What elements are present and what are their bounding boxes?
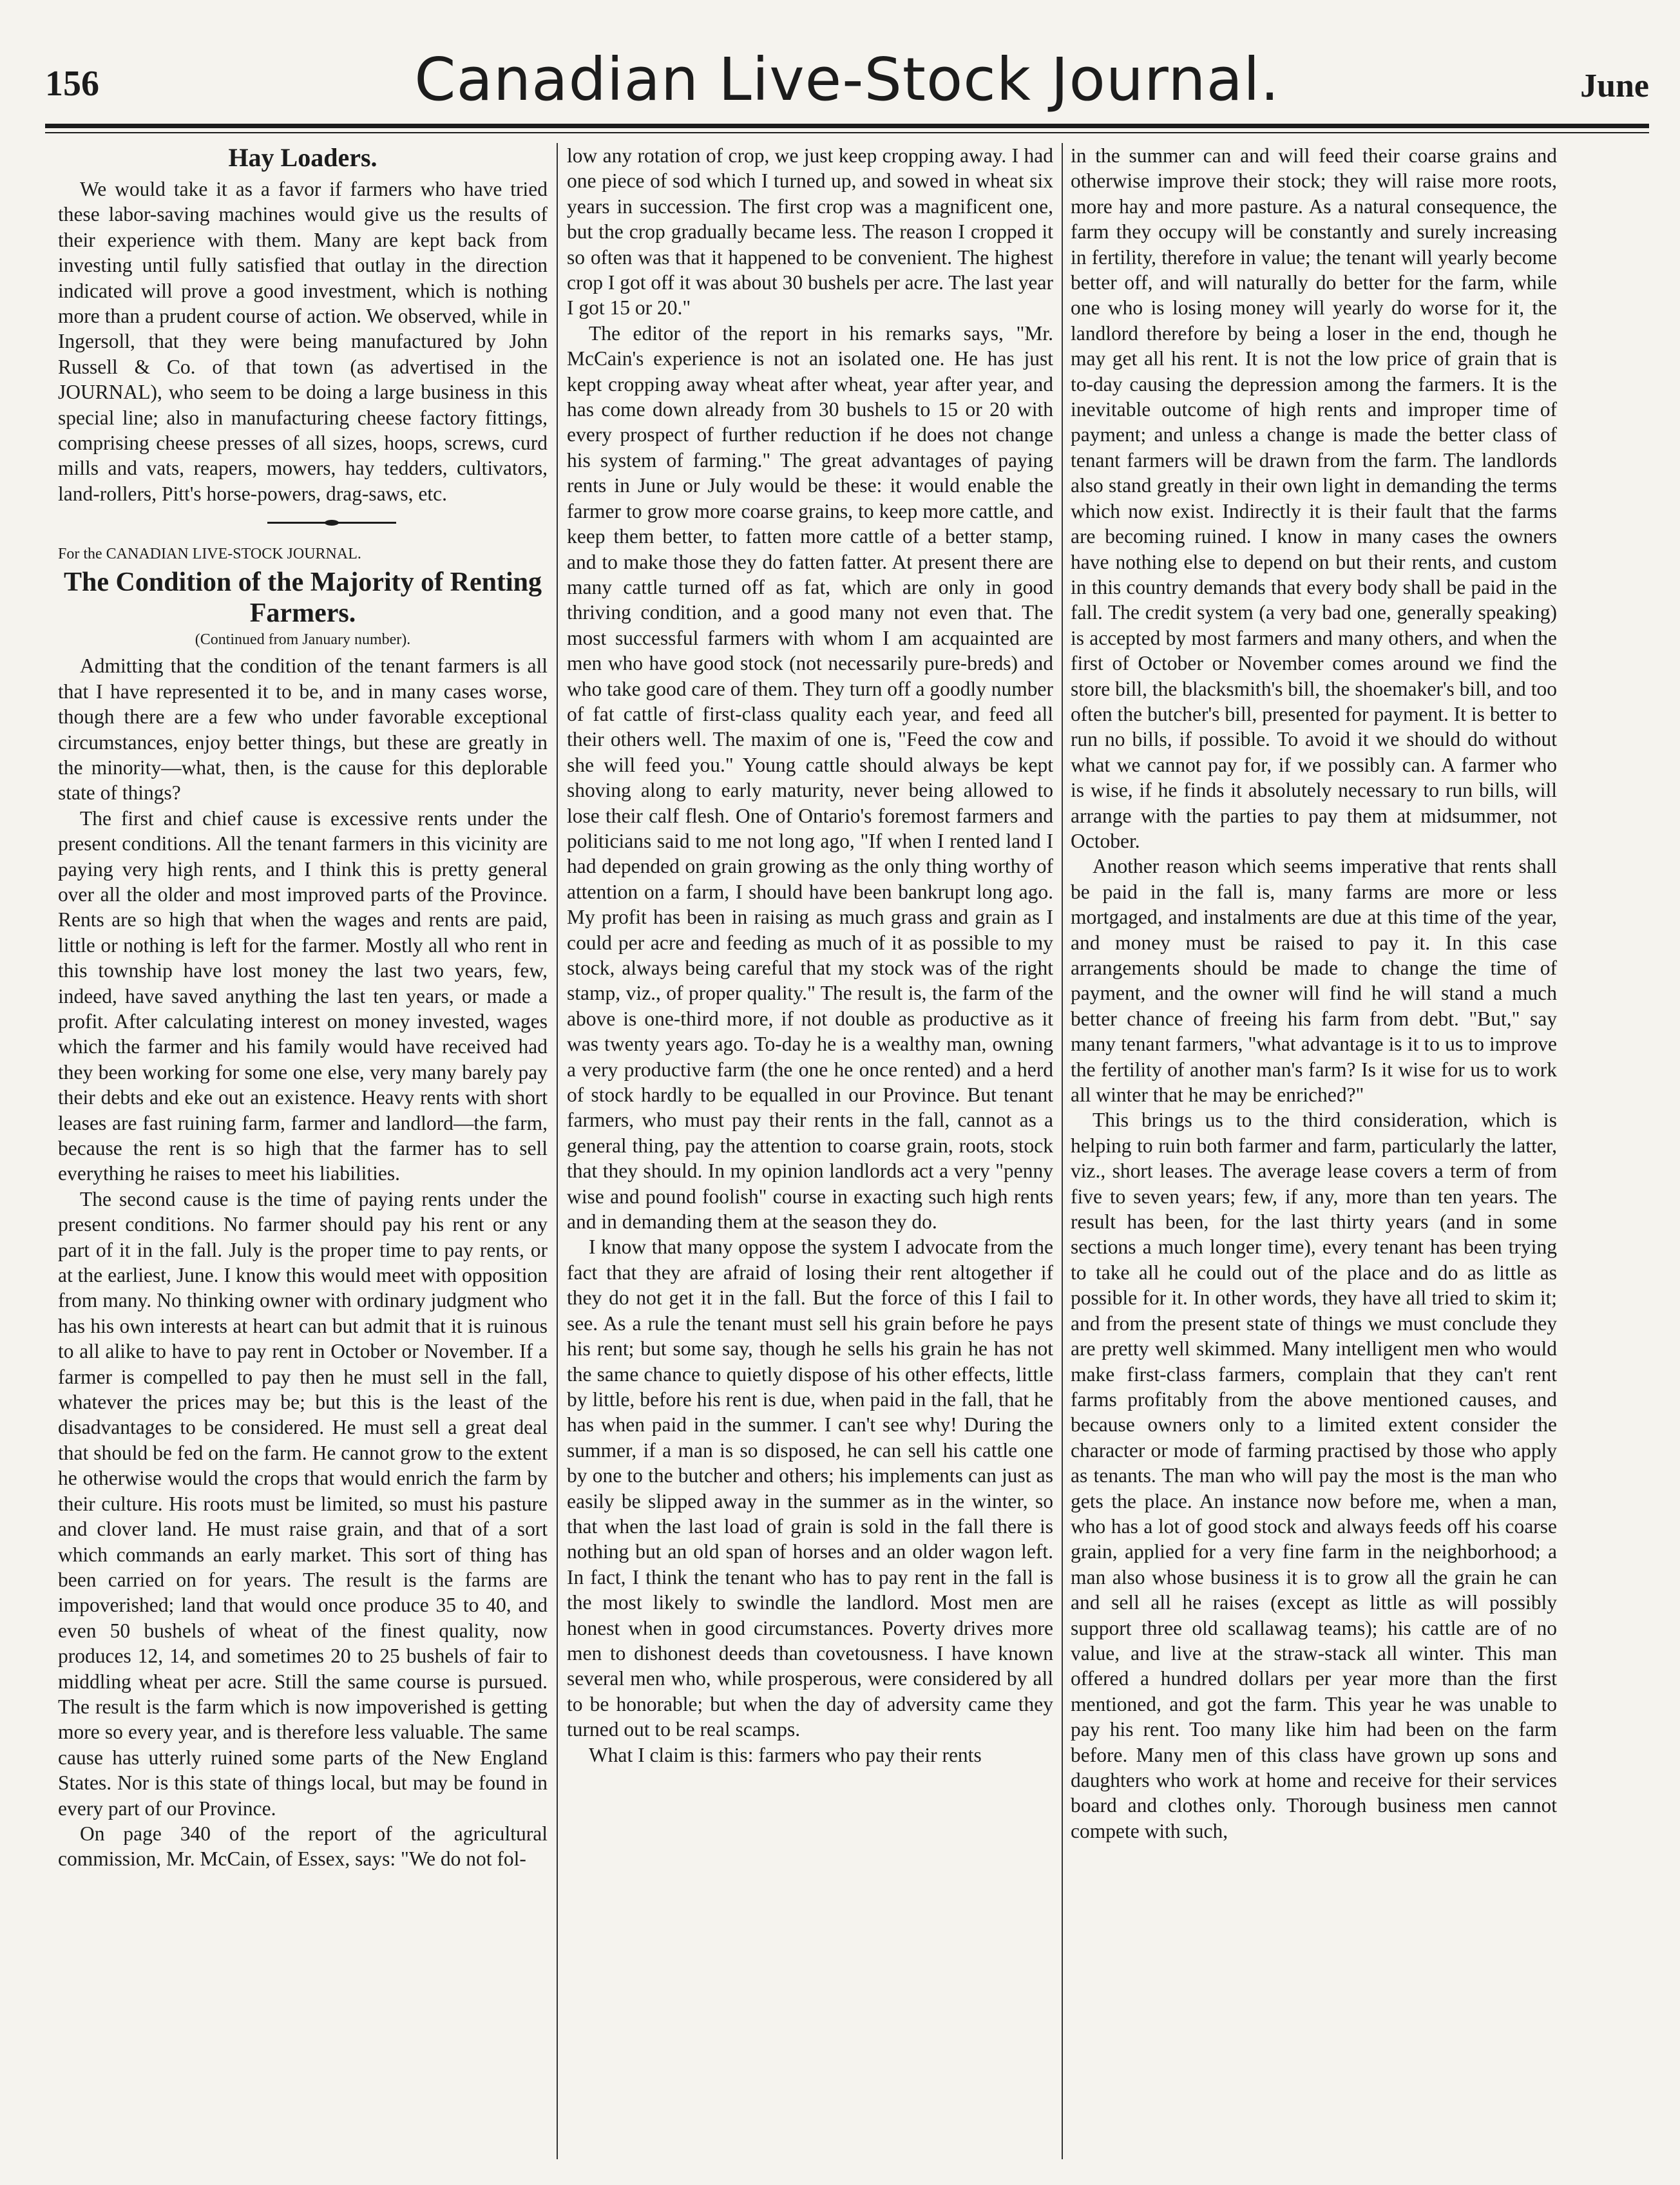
article-paragraph: Another reason which seems imperative that rents shall be paid in the fall is, many farms are more or less mortgaged, and instalments are due at this time of the year, and money must be raised to pay it. In this case arrangements should be made to change the time of payment, and the owner will find he will stand a much better chance of freeing his farm from debt. "But," say many tenant farmers, "what advantage is it to us to improve the fertility of another man's farm? Is it wise for us to work all winter that he may be enriched?" (1071, 855, 1557, 1107)
journal-masthead: Canadian Live-Stock Journal. (414, 45, 1280, 114)
article-paragraph: in the summer can and will feed their coarse grains and otherwise improve their stock; they will raise more roots, more hay and more pasture. As a natural consequence, the farm they occupy will be constantly and surely increasing in fertility, therefore in value; the tenant will yearly become better off, and will naturally do better for the farm, while one who is losing money will yearly do worse for it, the landlord therefore by being a loser in the end, though he may get all his rent. It is not the low price of grain that is to-day causing the depression among the farmers. It is the inevitable outcome of high rents and improper time of payment; and unless a change is made the better class of tenant farmers will be drawn from the farm. The landlords also stand greatly in their own light in demanding the terms which now exist. Indirectly it is their fault that the farms are becoming ruined. I know in many cases the owners have nothing else to depend on but their rents, and custom in this country demands that every body shall be paid in the fall. The credit system (a very bad one, generally speaking) is accepted by most farmers and many others, and when the first of October or November comes around we find the store bill, the blacksmith's bill, the shoemaker's bill, and too often the butcher's bill, presented for payment. It is better to run no bills, if possible. To avoid it we should do without what we cannot pay for, if we possibly can. A farmer who is wise, if he finds it absolutely necessary to run bills, will arrange with the parties to pay them at midsummer, not October. (1071, 144, 1557, 852)
article-paragraph: This brings us to the third consideration, which is helping to ruin both farmer and farm, particularly the latter, viz., short leases. The average lease covers a term of from five to seven years; few, if any, more than ten years. The result has been, for the last thirty years (and in some sections a much longer time), every tenant has been trying to take all he could out of the place and do as little as possible for it. In other words, they have all tried to skim it; and from the present state of things we must conclude they are pretty well skimmed. Many intelligent men who would make first-class farmers, complain that they can't rent farms profitably from the above mentioned causes, and because owners only to a limited extent consider the character or mode of farming practised by those who apply as tenants. The man who will pay the most is the man who gets the place. An instance now before me, when a man, who has a lot of good stock and always feeds off his coarse grain, applied for a very fine farm in the neighborhood; a man also whose business it is to grow all the grain he can and sell all he raises (except as little as will possibly support three old scallawag teams); his cattle are of no value, and live at the straw-stack all winter. This man offered a hundred dollars per year more than the first mentioned, and got the farm. This year he was unable to pay his rent. Too many like him had been on the farm before. Many men of this class have grown up sons and daughters who work at home and receive for their services board and clothes only. Thorough business men cannot compete with such, (1071, 1109, 1557, 1842)
column-2 (567, 143, 1053, 2159)
article-paragraph: What I claim is this: farmers who pay their rents (589, 1743, 982, 1766)
article-paragraph: The second cause is the time of paying rents under the present conditions. No farmer should pay his rent or any part of it in the fall. July is the proper time to pay rents, or at the earliest, June. I know this would meet with opposition from many. No thinking owner with ordinary judgment who has his own interests at heart can but admit that it is ruinous to all alike to have to pay rent in October or November. If a farmer is compelled to pay then he must sell in the fall, whatever the prices may be; but this is the least of the disadvantages to be considered. He must sell a great deal that should be fed on the farm. He cannot grow to the extent he otherwise would the crops that would enrich the farm by their culture. His roots must be limited, so must his pasture and clover land. He must raise grain, and that of a sort which commands an early market. This sort of thing has been carried on for years. The result is the farms are impoverished; land that would once produce 35 to 40, and even 50 bushels of wheat of the finest quality, now produces 12, 14, and sometimes 20 to 25 bushels of fair to middling wheat per acre. Still the same course is pursued. The result is the farm which is now impoverished is getting more so every year, and is therefore less valuable. The same cause has utterly ruined some parts of the New England States. Nor is this state of things local, but may be found in every part of our Province. (58, 1187, 548, 1820)
article-title-hay-loaders: Hay Loaders. (228, 143, 377, 172)
page-number: 156 (45, 64, 99, 104)
column-divider (1062, 143, 1063, 2159)
header-rule (45, 124, 1649, 128)
article-paragraph: low any rotation of crop, we just keep cropping away. I had one piece of sod which I turned up, and sowed in wheat six years in succession. The first crop was a magnificent one, but the crop gradually became less. The reason I cropped it so often was that it happened to be convenient. The highest crop I got off it was about 30 bushels per acre. The last year I got 15 or 20." (567, 144, 1053, 320)
article-paragraph: On page 340 of the report of the agricultural commission, Mr. McCain, of Essex, says: "We do not fol- (58, 1822, 548, 1871)
continued-note: (Continued from January number). (195, 631, 411, 649)
issue-month: June (1580, 68, 1649, 104)
article-paragraph: The first and chief cause is excessive rents under the present conditions. All the tenant farmers in this vicinity are paying very high rents, and I think this is pretty general over all the older and most improved parts of the Province. Rents are so high that when the wages and rents are paid, little or nothing is left for the farmer. Mostly all who rent in this township have lost money the last two years, few, indeed, have saved anything the last ten years, or made a profit. After calculating interest on money invested, wages which the farmer and his family would have received had they been working for some one else, very many barely pay their debts and eke out an existence. Heavy rents with short leases are fast ruining farm, farmer and landlord—the farm, because the rent is so high that the farmer has to sell everything he raises to meet his liabilities. (58, 806, 548, 1185)
article-paragraph: I know that many oppose the system I advocate from the fact that they are afraid of losing their rent altogether if they do not get it in the fall. But the force of this I fail to see. As a rule the tenant must sell his grain before he pays his rent; but some say, though he sells his grain he has not the same chance to quietly dispose of his other effects, little by little, before his rent is due, when paid in the fall, that he has when paid in the summer. I can't see why! During the summer, if a man is so disposed, he can sell his cattle one by one to the butcher and others; his implements can just as easily be slipped away in the summer as in the winter, so that when the last load of grain is sold in the fall there is nothing but an old span of horses and an older wagon left. In fact, I think the tenant who has to pay rent in the fall is the most likely to swindle the landlord. Most men are honest when in good circumstances. Poverty drives more men to dishonest deeds than covetousness. I have known several men who, while prosperous, were considered by all to be honorable; but when the day of adversity came they turned out to be real scamps. (567, 1236, 1053, 1741)
article-byline: For the CANADIAN LIVE-STOCK JOURNAL. (58, 546, 361, 563)
column-3 (1071, 143, 1557, 2159)
article-paragraph: Admitting that the condition of the tenant farmers is all that I have represented it to be, and in many cases worse, though there are a few who under favorable exceptional circumstances, enjoy better things, but these are greatly in the minority—what, then, is the cause for this deplorable state of things? (58, 654, 548, 805)
header-rule-thin (45, 132, 1649, 133)
page-header (45, 45, 1649, 122)
section-divider (58, 513, 548, 532)
article-paragraph: We would take it as a favor if farmers who have tried these labor-saving machines would give us the results of their experience with them. Many are kept back from investing until fully satisfied that outlay in the direction indicated will prove a good investment, which is nothing more than a prudent course of action. We observed, while in Ingersoll, that they were being manufactured by John Russell & Co. of that town (as advertised in the JOURNAL), who seem to be doing a large business in this special line; also in manufacturing cheese factory fittings, comprising cheese presses of all sizes, hoops, screws, curd mills and vats, reapers, mowers, hay tedders, cultivators, land-rollers, Pitt's horse-powers, drag-saws, etc. (58, 178, 548, 505)
column-divider (557, 143, 558, 2159)
article-paragraph: The editor of the report in his remarks says, "Mr. McCain's experience is not an isolated one. He has just kept cropping away wheat after wheat, year after year, and has come down already from 30 bushels to 15 or 20 with every prospect of further reduction if he does not change his system of farming." The great advantages of paying rents in June or July would be these: it would enable the farmer to grow more coarse grains, to keep more cattle, and keep them better, to fatten more cattle of a better stamp, and to make those they do fatten fatter. At present there are many cattle turned off as fat, which are only in good thriving condition, and a good many not even that. The most successful farmers with whom I am acquainted are men who have good stock (not necessarily pure-breds) and who take good care of them. They turn off a goodly number of fat cattle of first-class quality each year, and feed all their others well. The maxim of one is, "Feed the cow and she will feed you." Young cattle should always be kept shoving along to early maturity, never being allowed to lose their calf flesh. One of Ontario's foremost farmers and politicians said to me not long ago, "If when I rented land I had depended on grain growing as the only thing worthy of attention on a farm, I should have been bankrupt long ago. My profit has been in raising as much grass and grain as I could per acre and feeding as much of it as possible to my stock, always being careful that my stock was of the right stamp, viz., of proper quality." The result is, the farm of the above is one-third more, if not double as productive as it was twenty years ago. To-day he is a wealthy man, owning a very productive farm (the one he once rented) and a herd of stock hardly to be equalled in our Province. But tenant farmers, who must pay their rents in the fall, cannot as a general thing, pay the attention to coarse grain, roots, stock that they should. In my opinion landlords act a very "penny wise and pound foolish" course in exacting such high rents and in demanding them at the season they do. (567, 321, 1053, 1234)
article-title-renting-farmers: The Condition of the Majority of Renting Farmers. (64, 568, 542, 629)
column-1 (58, 143, 548, 2159)
